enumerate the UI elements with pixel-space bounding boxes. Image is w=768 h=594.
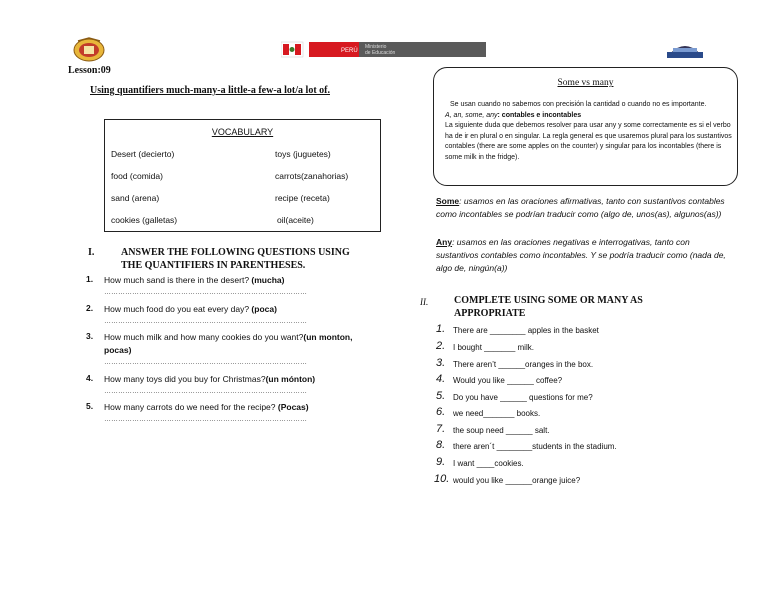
any-explanation — [436, 236, 726, 275]
item-text[interactable]: the soup need ______ salt. — [453, 426, 550, 435]
item-number: 1. — [436, 323, 446, 335]
question-text: How many carrots do we need for the recipe? — [104, 402, 278, 412]
question-number: 4. — [86, 373, 94, 383]
vocabulary-box — [104, 119, 381, 232]
item-text[interactable]: Would you like ______ coffee? — [453, 376, 563, 385]
vocabulary-title: VOCABULARY — [211, 127, 274, 137]
answer-line-5[interactable]: …………………………………………………………………………… — [104, 416, 307, 423]
item-number: 9. — [436, 456, 446, 468]
vocab-item: oil(aceite) — [277, 215, 314, 225]
answer-line-3[interactable]: …………………………………………………………………………… — [104, 359, 307, 366]
item-text[interactable]: I want ____cookies. — [453, 459, 524, 468]
info-line-1: Se usan cuando no sabemos con precisión la cantidad o cuando no es importante. — [450, 101, 707, 108]
item-number: 5. — [436, 390, 446, 402]
question-quantifier: (un mónton) — [265, 374, 316, 384]
question-text: How many toys did you buy for Christmas? — [104, 374, 266, 384]
question-text: How much food do you eat every day? — [104, 304, 252, 314]
question-number: 2. — [86, 303, 94, 313]
answer-line-2[interactable]: …………………………………………………………………………… — [104, 318, 307, 325]
answer-line-1[interactable]: …………………………………………………………………………… — [104, 289, 307, 296]
item-text[interactable]: There aren’t ______oranges in the box. — [453, 360, 594, 369]
item-number: 8. — [436, 439, 446, 451]
item-text[interactable]: would you like ______orange juice? — [453, 476, 581, 485]
item-text[interactable]: we need_______ books. — [453, 409, 541, 418]
svg-text:de Educación: de Educación — [365, 50, 396, 56]
school-crest-logo — [72, 37, 106, 63]
question-quantifier: (Pocas) — [277, 402, 309, 412]
any-label: Any — [436, 237, 453, 247]
item-text[interactable]: Do you have ______ questions for me? — [453, 393, 593, 402]
info-articles: A, an, some, any — [445, 111, 498, 119]
lesson-number: Lesson:09 — [68, 65, 111, 76]
item-number: 2. — [436, 340, 446, 352]
item-number: 10. — [434, 473, 450, 485]
some-label: Some — [436, 196, 460, 206]
info-countable-label: : contables e incontables — [497, 111, 582, 119]
vocab-item: toys (juguetes) — [275, 149, 331, 159]
section-2-number: II. — [420, 297, 429, 307]
item-number: 3. — [436, 357, 446, 369]
ministry-logo — [281, 41, 486, 58]
some-explanation — [436, 195, 726, 221]
svg-text:Ministerio: Ministerio — [365, 44, 387, 50]
item-number: 7. — [436, 423, 446, 435]
question-number: 5. — [86, 401, 94, 411]
some-text: : usamos en las oraciones afirmativas, tanto con sustantivos contables como incontables se podrían traducir como (algo de, unos(as), algunos(as)) — [436, 196, 725, 219]
question-number: 3. — [86, 331, 94, 341]
page-title: Using quantifiers much-many-a little-a few-a lot/a lot of. — [90, 85, 330, 96]
answer-line-4[interactable]: …………………………………………………………………………… — [104, 388, 307, 395]
any-text: : usamos en las oraciones negativas e interrogativas, tanto con sustantivos contables como incontables. Y se podría traducir como (nada de, algo de, ningún(a)) — [436, 237, 726, 273]
question-quantifier: (un monton, pocas) — [104, 332, 353, 355]
institution-logo — [661, 40, 709, 60]
section-1-number: I. — [88, 247, 95, 258]
section-2-title: COMPLETE USING SOME OR MANY AS APPROPRIATE — [454, 295, 643, 319]
vocab-item: carrots(zanahorias) — [275, 171, 349, 181]
question-text: How much sand is there in the desert? — [104, 275, 252, 285]
question-quantifier: (poca) — [251, 304, 277, 314]
section-1-title: ANSWER THE FOLLOWING QUESTIONS USING THE QUANTIFIERS IN PARENTHESES. — [121, 247, 350, 271]
question-text: How much milk and how many cookies do you want? — [104, 332, 304, 342]
vocab-item: recipe (receta) — [275, 193, 330, 203]
vocab-item: Desert (decierto) — [111, 149, 175, 159]
vocab-item: food (comida) — [111, 171, 163, 181]
svg-text:PERÚ: PERÚ — [341, 48, 358, 54]
vocab-item: cookies (galletas) — [111, 215, 178, 225]
info-rule: La siguiente duda que debemos resolver para usar any y some correctamente es si el verbo ha de ir en plural o en singular. La regla general es que usaremos plural para los sustantivos contables (there are some apples on the counter) y singular para los incontables (there is some milk in the fridge). — [445, 122, 732, 161]
info-box-title: Some vs many — [557, 78, 614, 88]
item-text[interactable]: there aren´t ________students in the stadium. — [453, 442, 617, 451]
question-number: 1. — [86, 274, 94, 284]
grammar-info-box — [433, 67, 738, 186]
item-text[interactable]: I bought _______ milk. — [453, 343, 534, 352]
item-text[interactable]: There are ________ apples in the basket — [453, 326, 599, 335]
question-quantifier: (mucha) — [251, 275, 285, 285]
item-number: 4. — [436, 373, 446, 385]
vocab-item: sand (arena) — [111, 193, 160, 203]
item-number: 6. — [436, 406, 446, 418]
